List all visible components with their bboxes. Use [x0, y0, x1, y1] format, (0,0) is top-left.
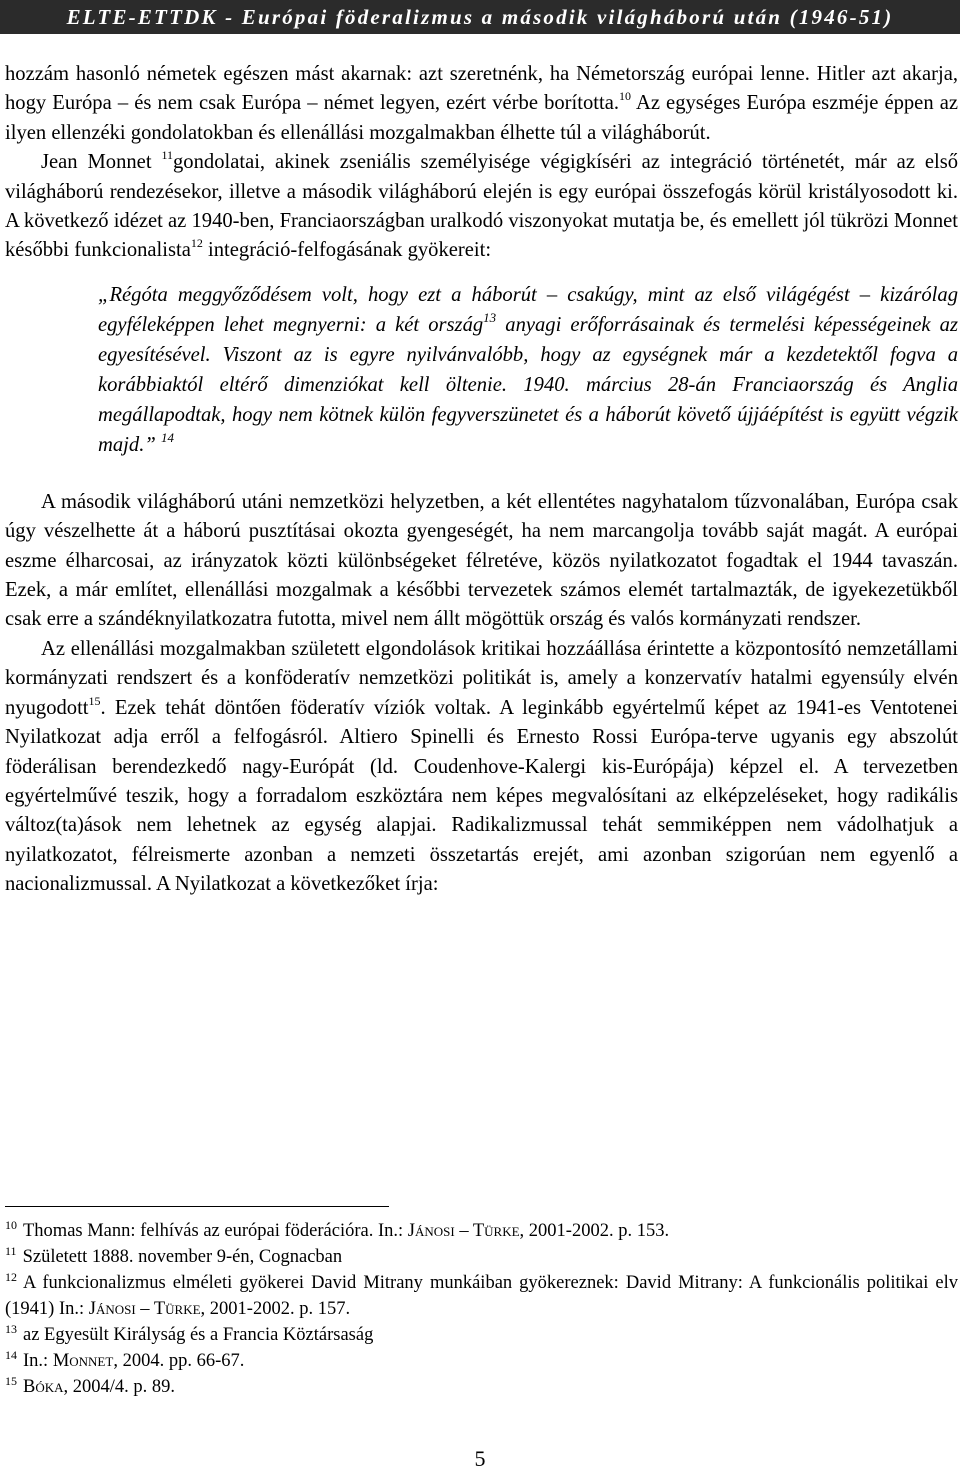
footnote-14: $^{14}$ In.: Monnet, 2004. pp. 66-67.	[5, 1348, 245, 1371]
paragraph-1: hozzám hasonló németek egészen mást akarnak: azt szeretnénk, ha Németország európai lenne. Hitler azt akarja, hogy Európa – és nem csak Európa – német legyen, ezért vérbe borította.$^{10}$ Az egységes Európa eszméje éppen az ilyen ellenzéki gondolatokban és ellenállási mozgalmakban élhette túl a világháborút.	[5, 63, 958, 144]
footnote-10: $^{10}$ Thomas Mann: felhívás az európai föderációra. In.: Jánosi – Türke, 2001-2002. p. 153.	[5, 1218, 670, 1241]
footnote-13: $^{13}$ az Egyesült Királyság és a Francia Köztársaság	[5, 1322, 374, 1345]
footnote-ref-14[interactable]: 14	[160, 429, 174, 445]
paragraph-3: A második világháború utáni nemzetközi helyzetben, a két ellentétes nagyhatalom tűzvonalában, Európa csak úgy vészelhette át a háború pusztításai okozta gyengeségét, ha nem marcangolja tovább saját magát. A európai eszme élharcosai, az irányzatok közti különbségeket félretéve, közös nyilatkozatot fogadtak el 1944 tavaszán. Ezek, a már említet, ellenállási mozgalmak a későbbi tervezetek számos elemét tartalmazták, de igyekezetükből csak erre a szándéknyilatkozatra futotta, mivel nem állt mögöttük ország és valós kormányzati rendszer.	[5, 490, 958, 631]
footnote-ref-13[interactable]: 13	[483, 309, 497, 325]
footnote-separator	[5, 1206, 389, 1207]
footnote-ref-10[interactable]: 10	[619, 89, 631, 104]
footnote-ref-12[interactable]: 12	[190, 236, 203, 251]
paragraph-2: Jean Monnet $^{11}$gondolatai, akinek zseniális személyisége végigkíséri az integráció történetét, már az első világháború rendezésekor, illetve a második világháború elején is egy európai összefogás körül kristályosodott ki. A következő idézet az 1940-ben, Franciaországban uralkodó viszonyokat mutatja be, és emellett jól tükrözi Monnet későbbi funkcionalista$^{12}$ integráció-felfogásának gyökereit:	[5, 148, 959, 262]
block-quote: „Régóta meggyőződésem volt, hogy ezt a háborút – csakúgy, mint az első világégést – kizárólag egyféleképpen lehet megnyerni: a két ország$^{13}$ anyagi erőforrásainak és termelési képességeinek az egyesítésével. Viszont az is egyre nyilvánvalóbb, hogy az egységnek már a kezdetektől fogva a korábbiaktól eltérő dimenziókat kell öltenie. 1940. március 28-án Franciaország és Anglia megállapodtak, hogy nem kötnek külön fegyverszünetet és a háborút követő újjáépítést is együtt végzik majd.” $^{14}$	[98, 283, 958, 456]
footnote-11: $^{11}$ Született 1888. november 9-én, Cognacban	[5, 1244, 343, 1267]
page-number: 5	[474, 1446, 486, 1471]
page-body	[5, 60, 958, 900]
running-header: ELTE-ETTDK - Európai föderalizmus a második világháború után (1946-51)	[0, 0, 960, 34]
footnote-15: $^{15}$ Bóka, 2004/4. p. 89.	[5, 1374, 176, 1397]
paragraph-4: Az ellenállási mozgalmakban született elgondolások kritikai hozzáállása érintette a központosító nemzetállami kormányzati rendszert és a konföderatív nemzetközi politikát is, amely a konzervatív hatalmi egyensúly elvén nyugodott$^{15}$. Ezek tehát döntően föderatív víziók voltak. A leginkább egyértelmű képet az 1941-es Ventotenei Nyilatkozat adja erről a felfogásról. Altiero Spinelli és Ernesto Rossi Európa-terve ugyanis egy abszolút föderálisan berendezkedő nagy-Európát (ld. Coudenhove-Kalergi kis-Európája) képzel el. A tervezetben egyértelművé teszik, hogy a forradalom eszköztára nem képes megvalósítani az elképzeléseket, hogy radikális változ(ta)ások nem lehetnek az egység alapjai. Radikalizmussal tehát semmiképpen nem vádolhatjuk a nyilatkozatot, félreismerte azonban a nemzeti összetartás erejét, ami azonban szigorúan nem egyenlő a nacionalizmussal. A Nyilatkozat a következőket írja:	[5, 637, 958, 896]
footnote-12: $^{12}$ A funkcionalizmus elméleti gyökerei David Mitrany munkáiban gyökereznek: David Mitrany: A funkcionális politikai elv (1941) In.: Jánosi – Türke, 2001-2002. p. 157.	[5, 1270, 958, 1319]
footnotes	[5, 1218, 958, 1400]
footnote-ref-11[interactable]: 11	[161, 148, 173, 163]
footnote-ref-15[interactable]: 15	[88, 693, 101, 708]
